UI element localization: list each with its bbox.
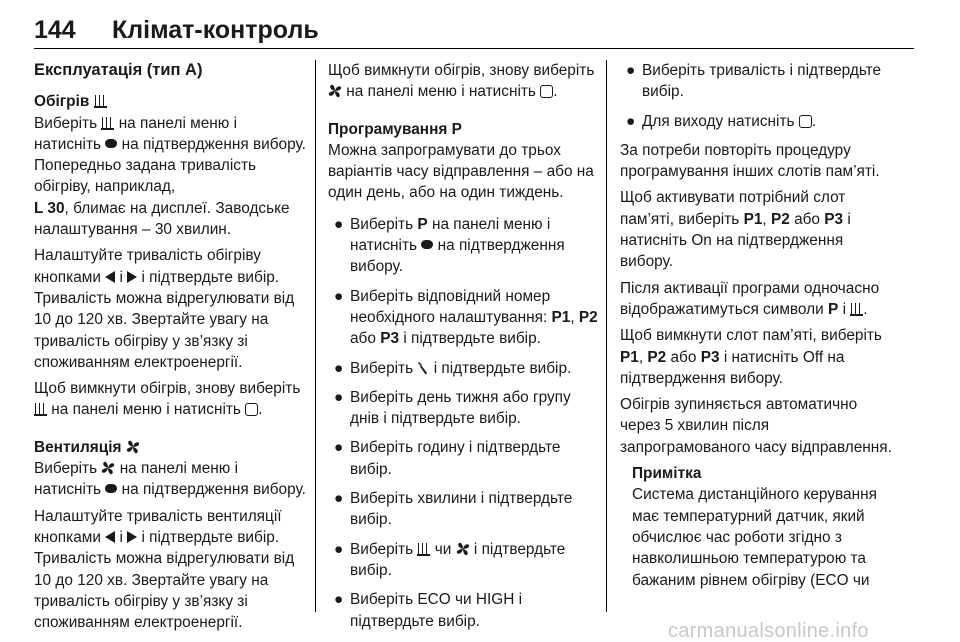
programming-intro: Можна запрограмувати до трьох варіантів часу відправлення – або на один день, або на один тиждень. [328, 141, 594, 202]
ventilation-paragraph-1: Виберіть на панелі меню і натисніть на підтвердження вибору. [34, 460, 306, 499]
column-divider [606, 60, 607, 612]
back-button-icon [245, 403, 258, 416]
column-3 [620, 60, 892, 596]
ventilation-paragraph-2: Налаштуйте тривалість вентиляції кнопками і і підтвердьте вибір. Тривалість можна відрегулювати від 10 до 120 хв. Звертайте увагу на тривалість обігріву у зв’язку зі споживанням електроенергії. [34, 507, 295, 632]
list-item: ● Виберіть хвилини і підтвердьте вибір. [334, 490, 573, 529]
heating-paragraph-2: Налаштуйте тривалість обігріву кнопками і і підтвердьте вибір. Тривалість можна відрегулювати від 10 до 120 хв. Звертайте увагу на тривалість обігріву у зв’язку зі споживанням електроенергії. [34, 247, 295, 371]
select-knob-icon [421, 240, 433, 249]
arrow-left-icon [105, 531, 115, 543]
heat-vents-icon [34, 403, 47, 417]
programming-steps-list [328, 214, 600, 632]
list-item: ● Виберіть годину і підтвердьте вибір. [334, 439, 561, 478]
activate-slot-paragraph: Щоб активувати потрібний слот пам’яті, виберіть P1, P2 або P3 і натисніть On на підтвердження вибору. [620, 189, 851, 271]
symbols-paragraph: Після активації програми одночасно відображатимуться символи P і . [620, 279, 880, 318]
watermark: carmanualsonline.info [668, 620, 869, 642]
list-item: ● Виберіть чи і підтвердьте вибір. [334, 540, 566, 579]
arrow-right-icon [127, 271, 137, 283]
page-header [34, 12, 914, 52]
list-item: ● Виберіть P на панелі меню і натисніть на підтвердження вибору. [334, 215, 565, 276]
page-number: 144 [34, 16, 76, 44]
heat-vents-icon [850, 303, 863, 317]
auto-stop-paragraph: Обігрів зупиняється автоматично через 5 хвилин після запрограмованого часу відправлення. [620, 396, 892, 456]
fan-icon [456, 542, 470, 556]
note-box [620, 463, 892, 591]
select-knob-icon [105, 484, 117, 493]
ventilation-off-paragraph: Щоб вимкнути обігрів, знову виберіть на панелі меню і натисніть . [328, 62, 595, 101]
list-item: ● Виберіть ECO чи HIGH і підтвердьте вибір. [334, 591, 523, 630]
fan-icon [328, 84, 342, 98]
heat-vents-icon [94, 95, 107, 109]
list-item: ● Виберіть день тижня або групу днів і підтвердьте вибір. [334, 388, 571, 428]
ventilation-heading: Вентиляція [34, 437, 306, 458]
arrow-left-icon [105, 271, 115, 283]
heating-paragraph-1: Виберіть на панелі меню і натисніть на підтвердження вибору. Попередньо задана тривалість обігріву, наприклад, L 30, блимає на дисплеї. Заводське налаштування – 30 хвилин. [34, 114, 306, 239]
list-item: ● Виберіть тривалість і підтвердьте вибір. [626, 62, 882, 101]
repeat-paragraph: За потреби повторіть процедуру програмування інших слотів пам’яті. [620, 141, 880, 181]
back-button-icon [540, 85, 553, 98]
programming-steps-list-continued [620, 60, 892, 132]
select-knob-icon [105, 139, 117, 148]
back-button-icon [799, 115, 812, 128]
header-rule [34, 48, 914, 49]
heat-vents-icon [101, 117, 114, 131]
heating-heading: Обігрів [34, 91, 306, 112]
wrench-icon [417, 361, 429, 375]
deactivate-slot-paragraph: Щоб вимкнути слот пам’яті, виберіть P1, P2 або P3 і натисніть Off на підтвердження вибору. [620, 327, 882, 387]
page-section-title: Клімат-контроль [112, 16, 319, 44]
arrow-right-icon [127, 531, 137, 543]
fan-icon [101, 461, 115, 475]
column-divider [315, 60, 316, 612]
column-1 [34, 60, 306, 638]
list-item: ● Для виходу натисніть . [626, 112, 817, 130]
column-2 [328, 60, 600, 640]
note-title: Примітка [632, 465, 702, 483]
heat-vents-icon [417, 543, 430, 557]
list-item: ● Виберіть відповідний номер необхідного налаштування: P1, P2 або P3 і підтвердьте вибір. [334, 287, 598, 348]
chapter-title: Експлуатація (тип А) [34, 61, 203, 79]
note-text: Система дистанційного керування має температурний датчик, який обчислює час роботи згідно з навколишньою температурою та бажаним рівнем обігріву (ECO чи [632, 486, 877, 589]
list-item: ● Виберіть і підтвердьте вибір. [334, 359, 572, 377]
programming-heading: Програмування P [328, 120, 462, 138]
heating-paragraph-3: Щоб вимкнути обігрів, знову виберіть на панелі меню і натисніть . [34, 380, 301, 419]
fan-icon [126, 440, 140, 454]
